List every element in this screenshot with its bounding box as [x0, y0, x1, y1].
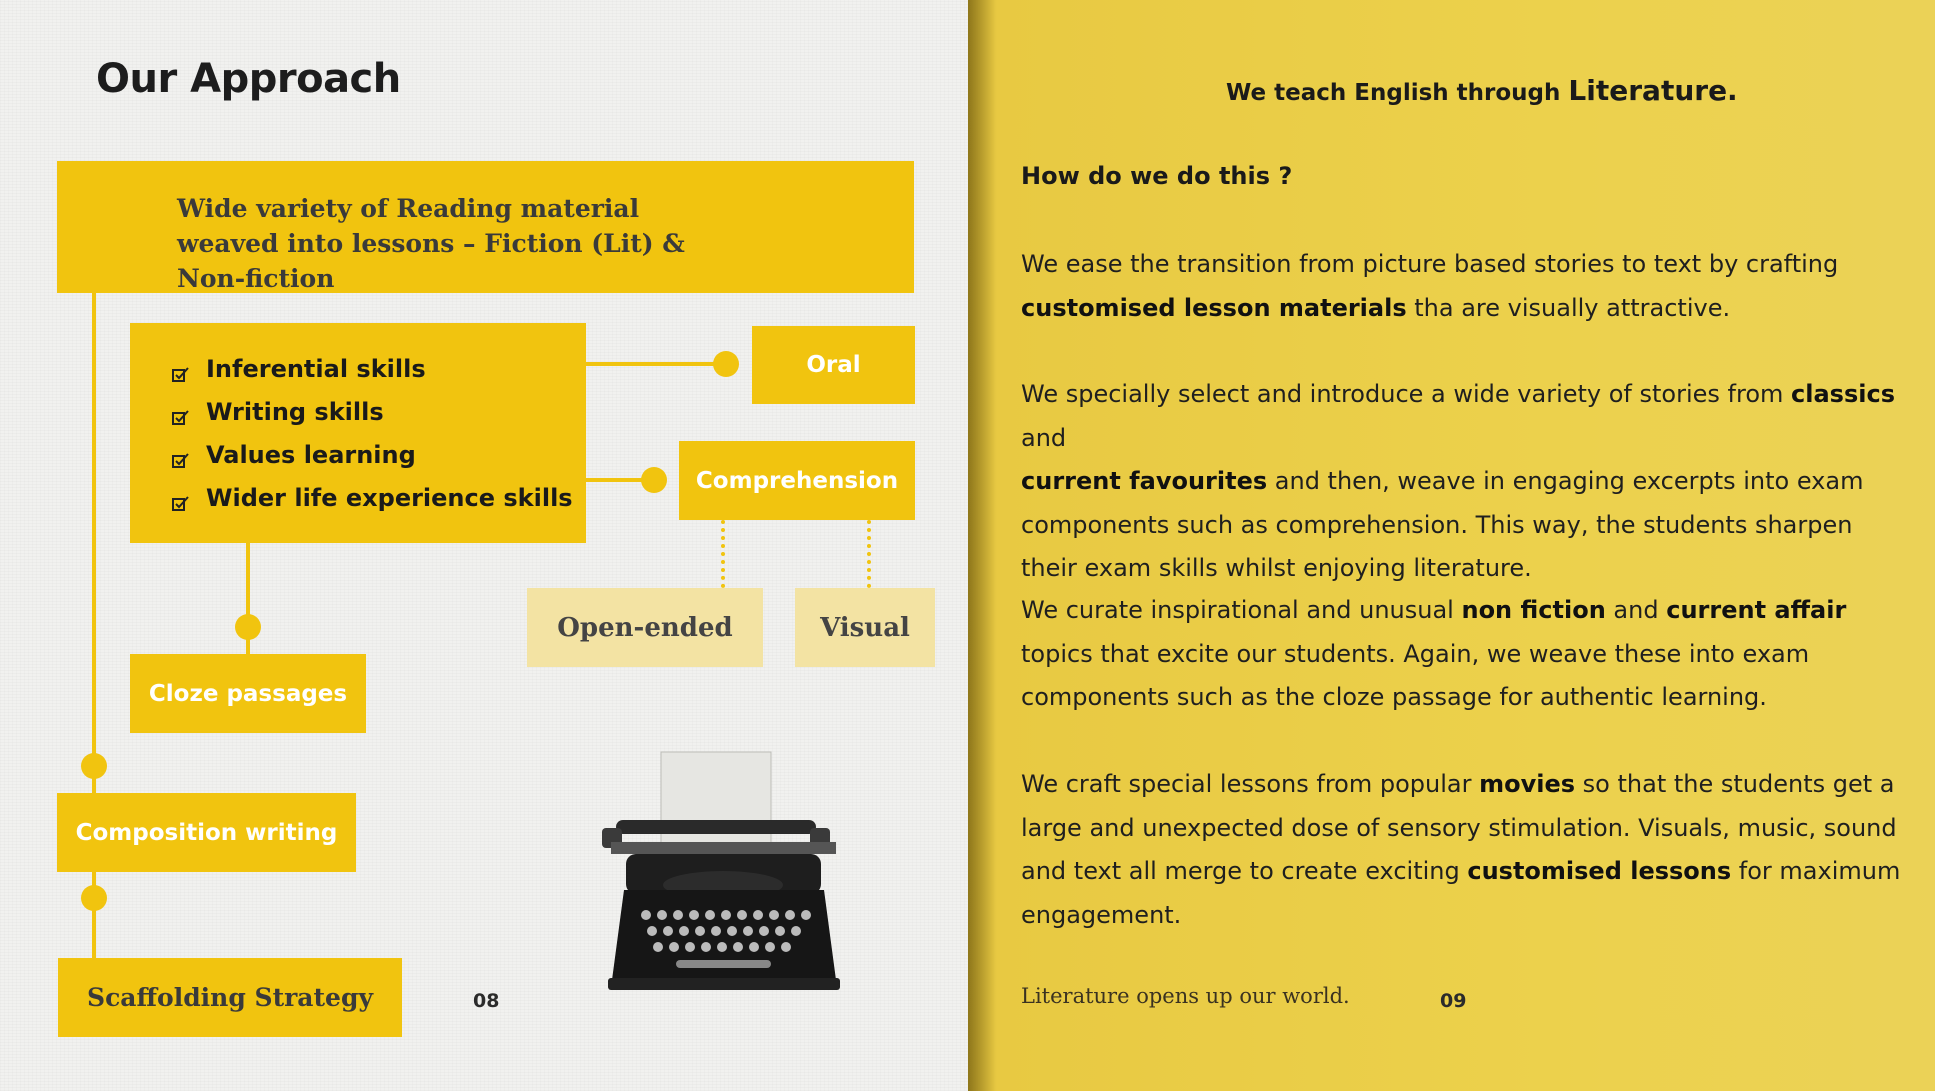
checkbox-icon: [172, 404, 190, 420]
left-page-number: 08: [473, 990, 500, 1012]
skill-item: [172, 390, 573, 433]
composition-label: Composition writing: [75, 819, 338, 846]
skill-label: Writing skills: [206, 397, 384, 426]
p2-text-end: and then, weave in engaging excerpts into exam components such as comprehension. This way, the students sharpen their exam skills whilst enjoying literature.: [1021, 467, 1864, 582]
paragraph-2: [1021, 373, 1901, 591]
p1-bold: customised lesson materials: [1021, 293, 1407, 322]
p3-bold-2: current affair: [1666, 596, 1847, 624]
cloze-label: Cloze passages: [148, 680, 348, 707]
comprehension-box: [679, 441, 915, 520]
oral-box: [752, 326, 915, 404]
p1-text: We ease the transition from picture based stories to text by crafting: [1021, 250, 1839, 278]
composition-connector-dot: [81, 753, 107, 779]
skill-label: Values learning: [206, 440, 416, 469]
page-fold-shadow: [968, 0, 996, 1091]
page-title: Our Approach: [96, 56, 401, 102]
cloze-connector-dot: [235, 614, 261, 640]
p2-text: We specially select and introduce a wide variety of stories from: [1021, 380, 1792, 408]
visual-label: Visual: [820, 612, 910, 643]
p4-text-end: for maximum engagement.: [1021, 857, 1901, 929]
cloze-box: [130, 654, 366, 733]
open-ended-label: Open-ended: [557, 612, 733, 643]
reading-material-text: Wide variety of Reading material weaved into lessons – Fiction (Lit) & Non-fiction: [177, 194, 685, 293]
p3-text-mid: and: [1605, 596, 1667, 624]
checkbox-icon: [172, 361, 190, 377]
scaffolding-box: [58, 958, 402, 1037]
typewriter-image: [596, 750, 851, 1000]
composition-box: [57, 793, 356, 872]
p1-text-end: tha are visually attractive.: [1406, 293, 1731, 322]
p4-bold-2: customised lessons: [1467, 857, 1732, 885]
skills-to-oral-line: [585, 362, 725, 366]
reading-material-box: [57, 161, 914, 293]
checkbox-icon: [172, 447, 190, 463]
p3-bold-1: non fiction: [1461, 596, 1606, 624]
oral-connector-dot: [713, 351, 739, 377]
skill-label: Wider life experience skills: [206, 483, 573, 512]
scaffolding-connector-dot: [81, 885, 107, 911]
skill-item: [172, 476, 573, 519]
skills-list: [172, 347, 573, 519]
right-heading: [1226, 74, 1738, 107]
p2-bold-2: current favourites: [1021, 467, 1268, 495]
comprehension-to-openended-dash: [721, 520, 725, 588]
skill-label: Inferential skills: [206, 354, 426, 383]
open-ended-box: [527, 588, 763, 667]
p4-bold-1: movies: [1479, 770, 1576, 798]
skill-item: [172, 433, 573, 476]
skills-box: [130, 323, 586, 543]
oral-label: Oral: [806, 352, 861, 378]
right-page-number: 09: [1440, 990, 1467, 1012]
heading-emphasis: Literature.: [1568, 74, 1738, 107]
comprehension-to-visual-dash: [867, 520, 871, 588]
paragraph-3: [1021, 589, 1901, 720]
comprehension-label: Comprehension: [695, 467, 899, 494]
p4-text-mid: so that the students get a large and unexpected dose of sensory stimulation. Visuals, music, sound and text all merge to create exciting: [1021, 770, 1897, 885]
heading-prefix: We teach English through: [1226, 80, 1561, 106]
question-heading: How do we do this ?: [1021, 162, 1293, 190]
visual-box: [795, 588, 935, 667]
paragraph-4: [1021, 763, 1901, 937]
p2-bold-1: classics: [1791, 380, 1895, 408]
checkbox-icon: [172, 490, 190, 506]
scaffolding-label: Scaffolding Strategy: [87, 983, 373, 1012]
p2-text-mid: and: [1021, 423, 1067, 452]
comprehension-connector-dot: [641, 467, 667, 493]
skill-item: [172, 347, 573, 390]
p4-text: We craft special lessons from popular: [1021, 770, 1480, 798]
p3-text: We curate inspirational and unusual: [1021, 596, 1462, 624]
footer-quote: Literature opens up our world.: [1021, 984, 1350, 1008]
paragraph-1: [1021, 243, 1901, 330]
p3-text-end: topics that excite our students. Again, we weave these into exam components such as the cloze passage for authentic learning.: [1021, 639, 1810, 711]
